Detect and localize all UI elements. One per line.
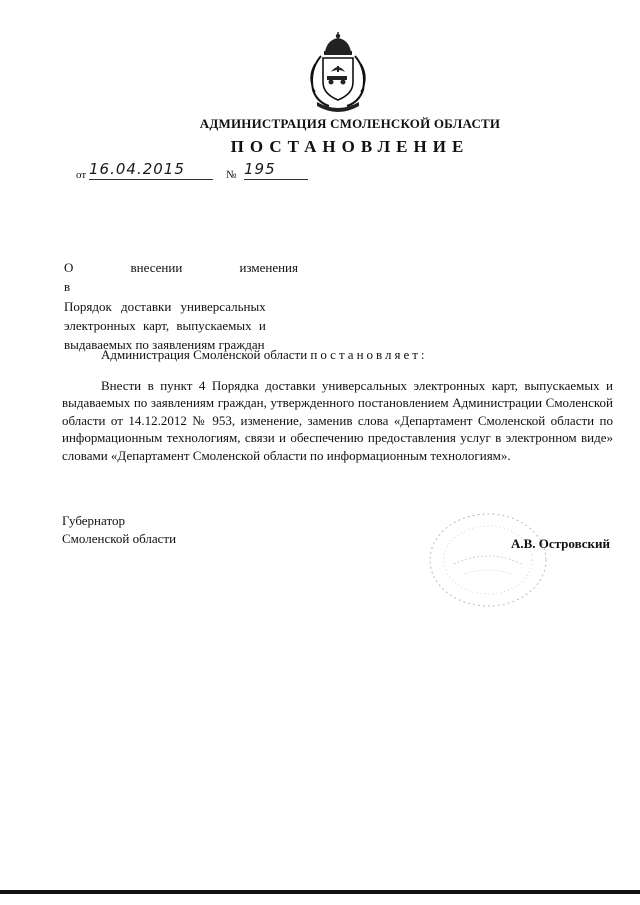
signer-title-line-2: Смоленской области (62, 531, 177, 546)
signer-title-line-1: Губернатор (62, 513, 125, 528)
bottom-border-line (0, 890, 640, 894)
document-number-field (244, 160, 308, 180)
signer-title (62, 512, 262, 548)
document-date: 16.04.2015 (89, 160, 185, 178)
document-date-field (89, 160, 213, 180)
subject-line-2: Порядок доставки универсальных (64, 298, 266, 314)
subject-line-4: выдаваемых по заявлениям граждан (64, 337, 265, 353)
coat-of-arms-icon (303, 30, 373, 112)
subject-line-1 (64, 258, 298, 297)
preamble (101, 345, 531, 364)
document-subject (64, 258, 298, 354)
subject-line-1-text: О внесении изменения в (64, 260, 298, 295)
organization-name: АДМИНИСТРАЦИЯ СМОЛЕНСКОЙ ОБЛАСТИ (199, 116, 501, 131)
preamble-verb: постановляет: (310, 347, 428, 362)
number-prefix: № (226, 169, 237, 181)
body-paragraph: Внести в пункт 4 Порядка доставки универсальных электронных карт, выпускаемых и выдаваемых по заявлениям граждан, утвержденного постановлением Администрации Смоленской области от 14.12.2012 № 953, изменение, заменив слова «Департамент Смоленской области по информационным технологиям, связи и обеспечению предоставления услуг в электронном виде» словами «Департамент Смоленской области по информационным технологиям». (62, 378, 613, 463)
signer-name: А.В. Островский (510, 536, 610, 551)
date-prefix: от (76, 169, 87, 181)
document-type-title: ПОСТАНОВЛЕНИЕ (230, 137, 470, 156)
subject-line-3: электронных карт, выпускаемых и (64, 317, 266, 333)
preamble-text: Администрация Смоленской области (101, 347, 308, 362)
seal-stamp-icon (424, 508, 554, 612)
document-number: 195 (244, 160, 276, 178)
